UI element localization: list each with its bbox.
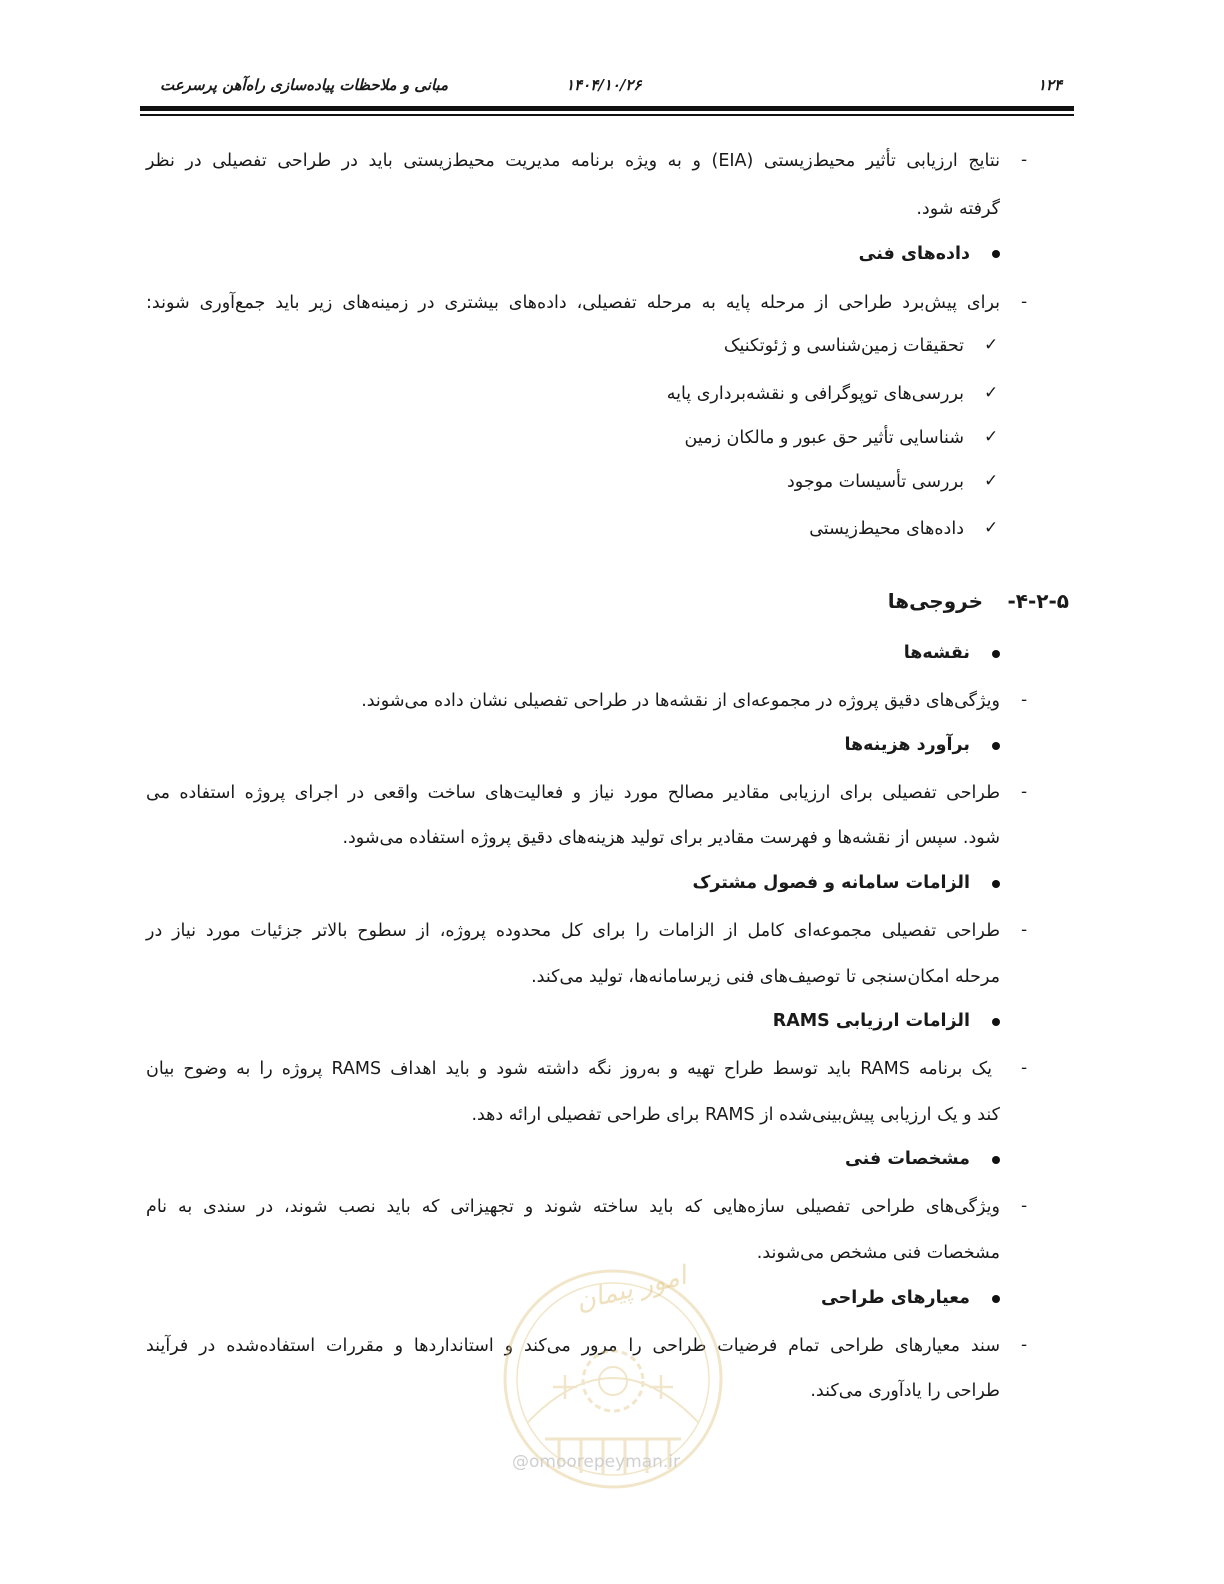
dash-marker: - xyxy=(1021,1196,1028,1216)
specifications-line-1: ویژگی‌های طراحی تفصیلی سازه‌هایی که باید ساخته شوند و تجهیزاتی که باید نصب شوند، در سندی به نام xyxy=(146,1197,1000,1217)
rams-line-1: یک برنامه RAMS باید توسط طراح تهیه و به‌روز نگه داشته شود و باید اهداف RAMS پروژه را به وضوح بیان xyxy=(146,1059,992,1079)
technical-data-text: برای پیش‌برد طراحی از مرحله پایه به مرحله تفصیلی، داده‌های بیشتری در زمینه‌های زیر باید جمع‌آوری شوند: xyxy=(146,293,1000,313)
page-number: ۱۲۴ xyxy=(1037,76,1062,94)
rams-line-2: کند و یک ارزیابی پیش‌بینی‌شده از RAMS برای طراحی تفصیلی ارائه دهد. xyxy=(471,1105,1000,1125)
heading-rams: الزامات ارزیابی RAMS xyxy=(772,1011,970,1031)
checklist-item: شناسایی تأثیر حق عبور و مالکان زمین xyxy=(684,428,964,448)
bullet-icon xyxy=(992,880,1000,888)
dash-marker: - xyxy=(1021,1335,1028,1355)
heading-technical-data: داده‌های فنی xyxy=(858,244,970,264)
header-date: ۱۴۰۴/۱۰/۲۶ xyxy=(566,76,642,94)
eia-line-2: گرفته شود. xyxy=(916,199,1000,219)
bullet-icon xyxy=(992,1295,1000,1303)
dash-marker: - xyxy=(1021,1058,1028,1078)
checklist-item: تحقیقات زمین‌شناسی و ژئوتکنیک xyxy=(723,336,964,356)
dash-marker: - xyxy=(1021,150,1028,170)
header-rule-thin xyxy=(140,114,1074,116)
check-icon: ✓ xyxy=(984,427,999,447)
bullet-icon xyxy=(992,650,1000,658)
header-rule-thick xyxy=(140,106,1074,111)
maps-text: ویژگی‌های دقیق پروژه در مجموعه‌ای از نقشه‌ها در طراحی تفصیلی نشان داده می‌شوند. xyxy=(361,691,1000,711)
dash-marker: - xyxy=(1021,782,1028,802)
specifications-line-2: مشخصات فنی مشخص می‌شوند. xyxy=(756,1243,1000,1263)
criteria-line-1: سند معیارهای طراحی تمام فرضیات طراحی را مرور می‌کند و استانداردها و مقررات استفاده‌شده در فرآیند xyxy=(146,1336,1000,1356)
watermark-text: امور پیمان xyxy=(573,1260,690,1318)
bullet-icon xyxy=(992,1156,1000,1164)
criteria-line-2: طراحی را یادآوری می‌کند. xyxy=(810,1381,1000,1401)
section-title: خروجی‌ها xyxy=(887,589,983,613)
heading-maps: نقشه‌ها xyxy=(903,643,970,663)
heading-design-criteria: معیارهای طراحی xyxy=(820,1288,970,1308)
eia-line-1: نتایج ارزیابی تأثیر محیط‌زیستی (EIA) و به ویژه برنامه مدیریت محیط‌زیستی باید در طراحی تفصیلی در نظر xyxy=(146,151,1000,171)
heading-cost-estimate: برآورد هزینه‌ها xyxy=(844,735,970,755)
header-title: مبانی و ملاحظات پیاده‌سازی راه‌آهن پرسرعت xyxy=(160,76,449,94)
checklist-item: داده‌های محیط‌زیستی xyxy=(809,519,964,539)
check-icon: ✓ xyxy=(984,471,999,491)
dash-marker: - xyxy=(1021,920,1028,940)
check-icon: ✓ xyxy=(984,335,999,355)
check-icon: ✓ xyxy=(984,518,999,538)
dash-marker: - xyxy=(1021,690,1028,710)
page-header xyxy=(156,76,1068,100)
cost-line-2: شود. سپس از نقشه‌ها و فهرست مقادیر برای تولید هزینه‌های دقیق پروژه استفاده می‌شود. xyxy=(342,828,1000,848)
checklist-item: بررسی‌های توپوگرافی و نقشه‌برداری پایه xyxy=(666,384,964,404)
checklist-item: بررسی تأسیسات موجود xyxy=(787,472,964,492)
dash-marker: - xyxy=(1021,292,1028,312)
watermark-url: @omoorepeyman.ir xyxy=(512,1452,681,1472)
bullet-icon xyxy=(992,742,1000,750)
requirements-line-1: طراحی تفصیلی مجموعه‌ای کامل از الزامات را برای کل محدوده پروژه، از سطوح بالاتر جزئیات مورد نیاز در xyxy=(146,921,1000,941)
requirements-line-2: مرحله امکان‌سنجی تا توصیف‌های فنی زیرسامانه‌ها، تولید می‌کند. xyxy=(531,967,1000,987)
section-number: ۴-۲-۵- xyxy=(1007,589,1069,613)
cost-line-1: طراحی تفصیلی برای ارزیابی مقادیر مصالح مورد نیاز و فعالیت‌های ساخت واقعی در اجرای پروژه استفاده می xyxy=(146,783,1000,803)
check-icon: ✓ xyxy=(984,383,999,403)
bullet-icon xyxy=(992,1018,1000,1026)
bullet-icon xyxy=(992,250,1000,258)
heading-technical-specifications: مشخصات فنی xyxy=(844,1149,970,1169)
heading-system-requirements: الزامات سامانه و فصول مشترک xyxy=(692,873,970,893)
